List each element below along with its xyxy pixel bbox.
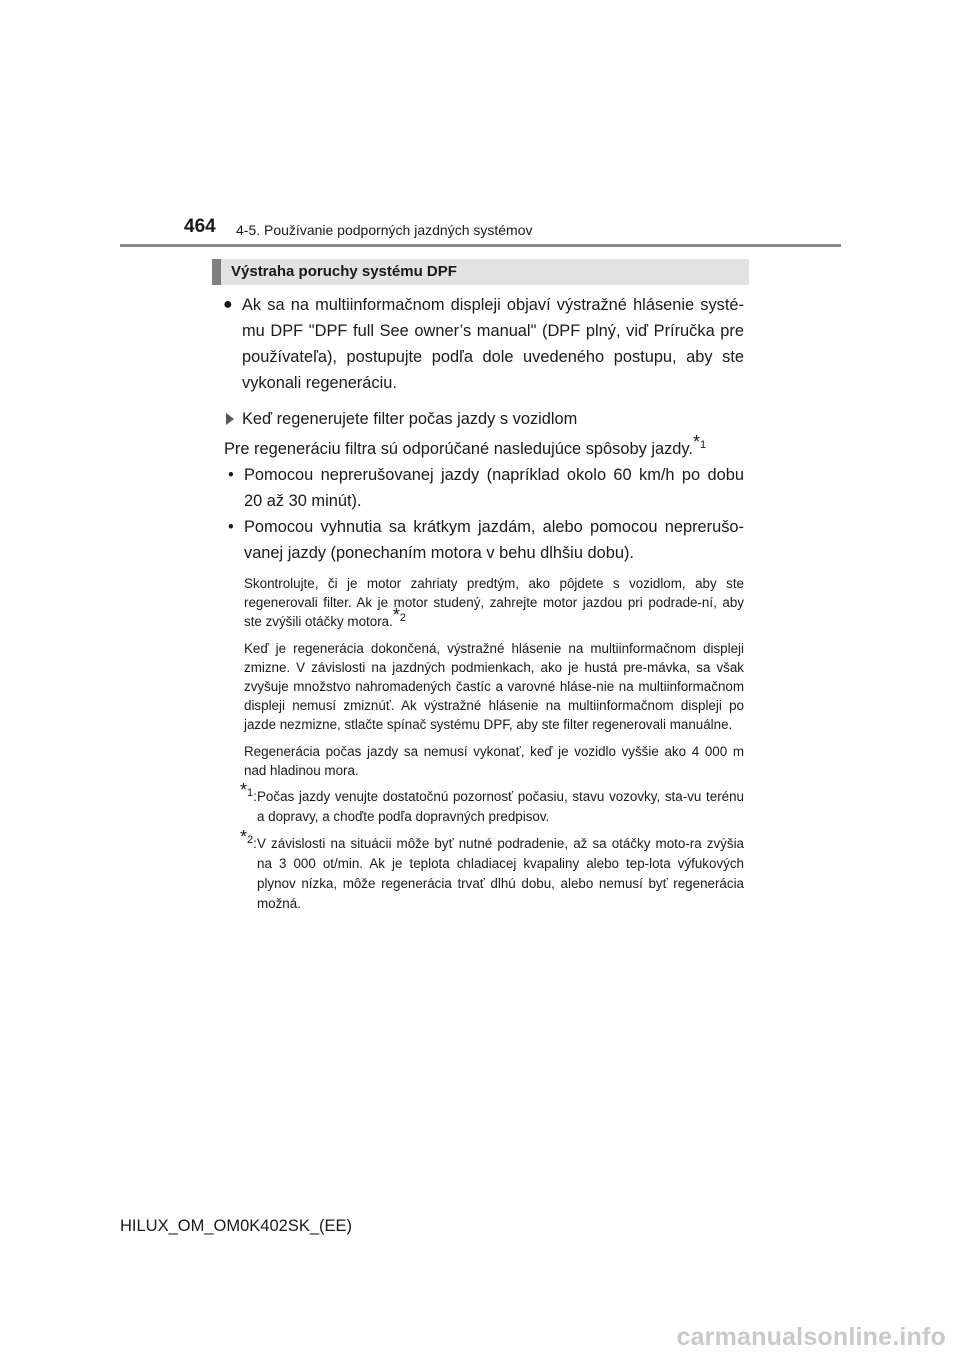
footnote-2: $^{*2}$: V závislosti na situácii môže byť nutné podradenie, až sa otáčky moto-ra zvýšia na 3 000 ot/min. Ak je teplota chladiacej kvapaliny alebo tep-lota výfukových plynov nízka, môže regenerácia trvať dlhú dobu, alebo nemusí byť regenerácia možná.: [240, 826, 744, 911]
intro-text: Pre regeneráciu filtra sú odporúčané nasledujúce spôsoby jazdy.: [224, 440, 693, 458]
page-number: 464: [184, 216, 216, 237]
intro-ref: *1: [692, 431, 707, 452]
content: [224, 292, 744, 914]
box-header: Výstraha poruchy systému DPF: [212, 259, 749, 285]
footnote-1: $^{*1}$: Počas jazdy venujte dostatočnú pozornosť počasiu, stavu vozovky, sta-vu terénu a dopravy, a choďte podľa dopravných predpisov.: [240, 779, 744, 824]
footnote-mark: $^{*2}$:: [240, 826, 257, 851]
note-paragraph-2: Keď je regenerácia dokončená, výstražné hlásenie na multiinformačnom displeji zmizne. V závislosti na jazdných podmienkach, ako je hustá pre-mávka, sa však zvyšuje množstvo nahromadených častíc a varovné hláse-nie na multiinformačnom displeji nemusí zmiznúť. Ak výstražné hlásenie na multiinformačnom displeji po jazde nezmizne, stlačte spínač systému DPF, aby ste filter regenerovali manuálne.: [244, 641, 744, 732]
list-item: • Pomocou vyhnutia sa krátkym jazdám, alebo pomocou neprerušo-vanej jazdy (ponechaním motora v behu dlhšiu dobu).: [224, 514, 744, 566]
triangle-right-icon: [226, 413, 234, 425]
list-item: • Pomocou neprerušovanej jazdy (napríklad okolo 60 km/h po dobu 20 až 30 minút).: [224, 462, 744, 514]
bullet-icon: •: [228, 518, 234, 536]
document-code: HILUX_OM_OM0K402SK_(EE): [120, 1217, 353, 1235]
subheading: [224, 406, 744, 432]
bullet-dot-icon: ●: [223, 296, 233, 313]
note-paragraph-1: Skontrolujte, či je motor zahriaty predtým, ako pôjdete s vozidlom, aby ste regenerovali filter. Ak je motor studený, zahrejte motor jazdou pri podrade-ní, aby ste zvýšili otáčky motora.$^{*2}$: [244, 576, 744, 629]
driving-methods-list: [224, 462, 744, 566]
warning-bullet-text: Ak sa na multiinformačnom displeji objaví výstražné hlásenie systé-mu DPF "DPF full See owner’s manual" (DPF plný, viď Príručka pre používateľa), postupujte podľa dole uvedeného postupu, aby ste vykonali regeneráciu.: [242, 296, 744, 392]
warning-bullet: [224, 292, 744, 396]
note-ref: *2: [392, 604, 406, 625]
footnote-mark: $^{*1}$:: [240, 779, 257, 804]
header-rule: [120, 244, 841, 247]
subheading-text: Keď regenerujete filter počas jazdy s vozidlom: [242, 410, 578, 428]
section-title: 4-5. Používanie podporných jazdných systémov: [236, 222, 533, 238]
intro-paragraph: [224, 431, 744, 462]
watermark: carmanualsonline.info: [676, 1323, 946, 1351]
note-paragraph-3: Regenerácia počas jazdy sa nemusí vykonať, keď je vozidlo vyššie ako 4 000 m nad hladinou mora.: [244, 744, 744, 778]
bullet-icon: •: [228, 466, 234, 484]
